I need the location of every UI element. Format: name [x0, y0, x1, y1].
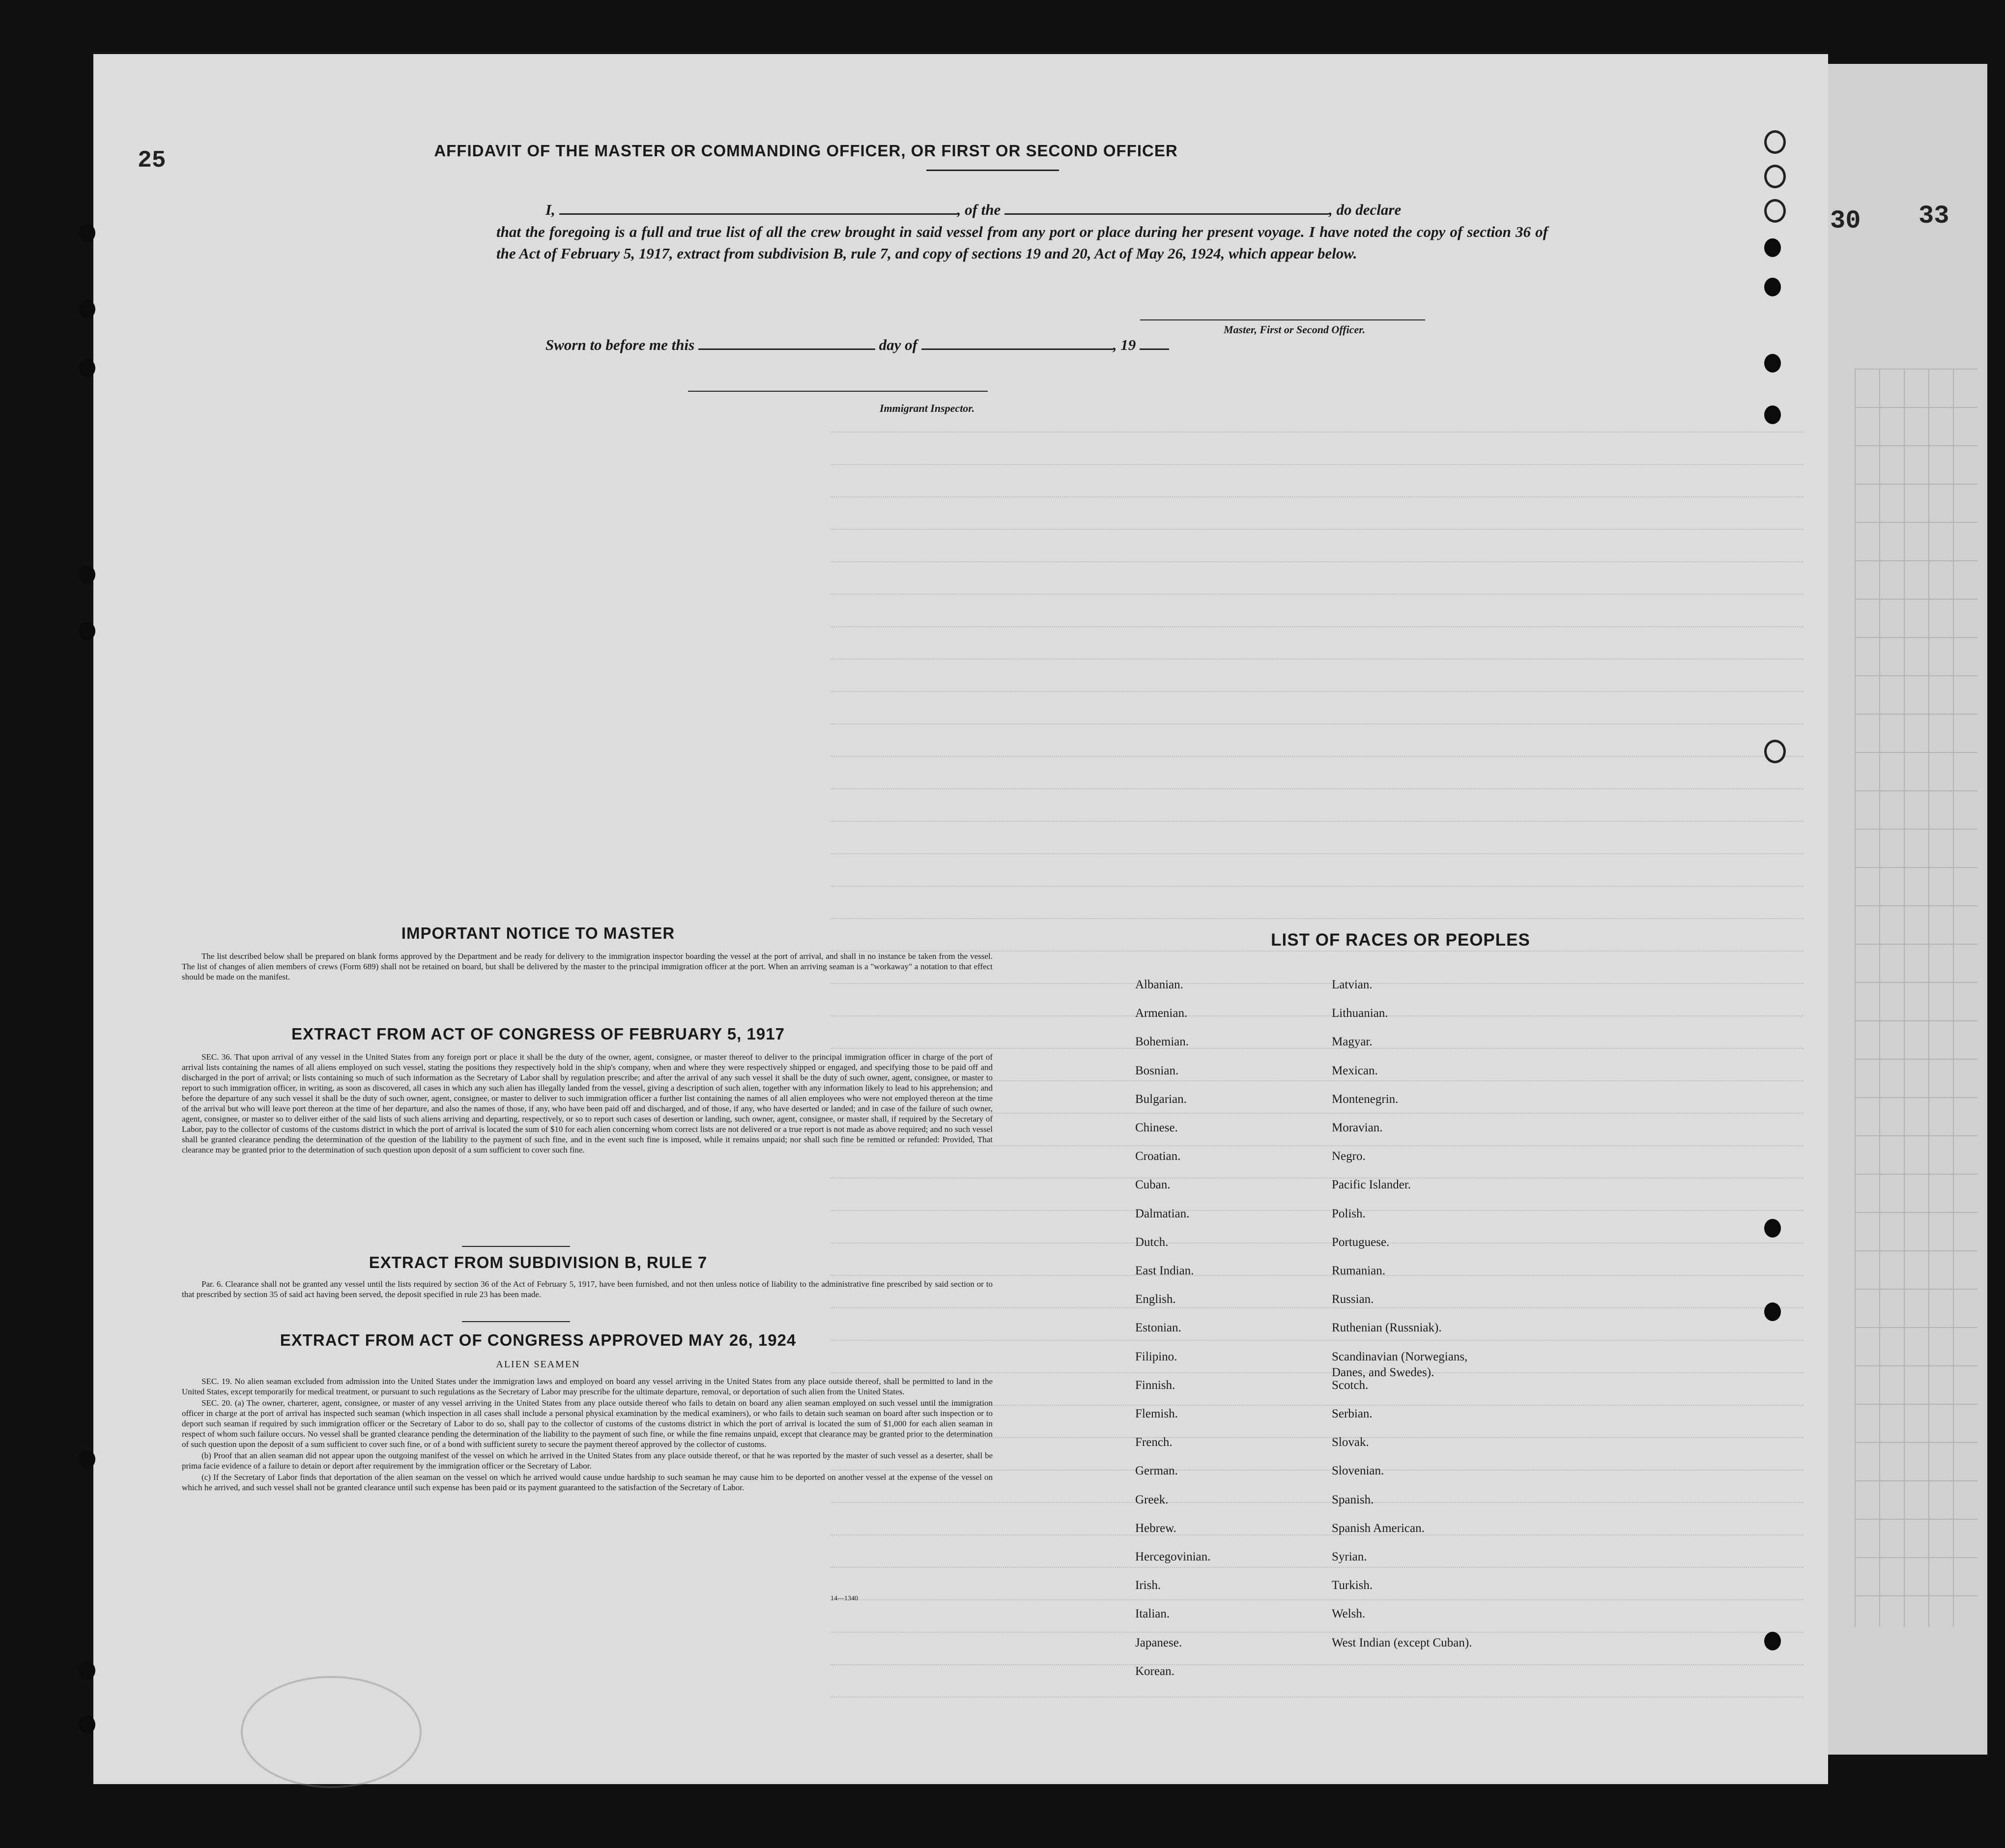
race-entry: Magyar. [1332, 1035, 1373, 1048]
declaration-i: I, [545, 201, 555, 218]
race-entry: Japanese. [1135, 1636, 1182, 1649]
section-divider [462, 1246, 570, 1247]
notice-paragraph: The list described below shall be prepared on blank forms approved by the Department and be ready for delivery to the immigration inspector boarding the vessel at the port of arrival, and shall in no instance be taken from the vessel. The list of changes of alien members of crews (Form 689) shall not be retained on board, but shall be delivered by the master to the principal immigration officer at the port. When an arriving seaman is a "workaway" a notation to that effect should be made on the manifest. [182, 952, 993, 982]
sworn-prefix: Sworn to before me this [545, 336, 695, 353]
bleed-through-row [831, 720, 1804, 724]
punch-hole [79, 1661, 95, 1680]
race-entry: Serbian. [1332, 1407, 1373, 1420]
race-entry: French. [1135, 1436, 1173, 1449]
race-entry: Spanish American. [1332, 1522, 1425, 1535]
race-entry: Mexican. [1332, 1064, 1378, 1077]
race-entry: West Indian (except Cuban). [1332, 1636, 1472, 1649]
race-entry: Croatian. [1135, 1150, 1181, 1163]
race-entry: Slovak. [1332, 1436, 1369, 1449]
race-entry: Scandinavian (Norwegians, [1332, 1350, 1468, 1363]
sec20c-paragraph: (c) If the Secretary of Labor finds that deportation of the alien seaman on the vessel on which he arrived would cause undue hardship to such seaman he may cause him to be deported on another vessel at the expense of the vessel on which he arrived, and such vessel shall not be granted clearance until such expense has been paid or its payment guaranteed to the satisfaction of the Secretary of Labor. [182, 1473, 993, 1492]
form-number: 14—1340 [831, 1595, 858, 1602]
bleed-through-row [831, 428, 1804, 433]
race-entry: Hercegovinian. [1135, 1550, 1211, 1563]
bleed-through-row [831, 687, 1804, 692]
bleed-through-row [831, 460, 1804, 465]
extract-1917-title: EXTRACT FROM ACT OF CONGRESS OF FEBRUARY 5, 1917 [291, 1025, 785, 1043]
extract-1924-text [182, 1376, 993, 1494]
sworn-day: day of [879, 336, 917, 353]
race-entry: Finnish. [1135, 1379, 1175, 1392]
race-entry: Slovenian. [1332, 1464, 1384, 1477]
back-sheet-number-b: 33 [1919, 202, 1949, 231]
inspector-label: Immigrant Inspector. [880, 402, 975, 414]
sec20a-paragraph: SEC. 20. (a) The owner, charterer, agent, consignee, or master of any vessel arriving in the United States from any place outside thereof who fails to detain on board any alien seaman employed on such vessel until the immigration officer in charge at the port of arrival has inspected such seaman (which inspection in all cases shall include a personal physical examination by the medical examiners), or who fails to detain such seaman on board after such inspection or to deport such seaman if required by such immigration officer or the Secretary of Labor to do so, shall pay to the collector of customs of the customs district in which the port of arrival is located the sum of $1,000 for each alien seaman in respect of whom such failure occurs. No vessel shall be granted clearance pending the determination of the liability to the payment of such fine, or while the fine remains unpaid, except that clearance may be granted prior to the determination of such question upon the deposit of a sum sufficient to cover such fine, or of a bond with sufficient surety to secure the payment thereof approved by the collector of customs. [182, 1398, 993, 1449]
back-sheet-number-a: 30 [1830, 206, 1861, 235]
affidavit-title: AFFIDAVIT OF THE MASTER OR COMMANDING OFFICER, OR FIRST OR SECOND OFFICER [434, 142, 1178, 160]
notice-text [182, 951, 993, 983]
extract-rule7-title: EXTRACT FROM SUBDIVISION B, RULE 7 [369, 1253, 708, 1271]
race-entry: Latvian. [1332, 978, 1373, 991]
underlying-sheet-grid [1855, 369, 1977, 1627]
bleed-through-row [831, 1563, 1804, 1568]
race-entry: Bohemian. [1135, 1035, 1189, 1048]
race-entry: Estonian. [1135, 1321, 1181, 1334]
bleed-through-row [831, 1595, 1804, 1600]
bleed-through-row [831, 1368, 1804, 1373]
bleed-through-row [831, 1303, 1804, 1308]
punch-hole [1764, 130, 1786, 154]
bleed-through-row [831, 1693, 1804, 1698]
vessel-blank[interactable] [1004, 202, 1329, 215]
par6-paragraph: Par. 6. Clearance shall not be granted any vessel until the lists required by section 36 of the Act of February 5, 1917, have been furnished, and not then unless notice of liability to the administrative fine prescribed by said section or to that prescribed by section 35 of said act having been served, the deposit specified in rule 23 has been made. [182, 1279, 993, 1299]
bleed-through-row [831, 1011, 1804, 1016]
punch-hole [1764, 165, 1786, 188]
race-entry: Scotch. [1332, 1379, 1369, 1392]
punch-hole [1764, 1302, 1781, 1321]
extract-1917-text [182, 1052, 993, 1156]
declaration-declare: , do declare [1329, 201, 1402, 218]
corner-mark: 25 [138, 147, 166, 174]
punch-hole [1764, 278, 1781, 296]
race-entry: Pacific Islander. [1332, 1178, 1411, 1191]
bleed-through-row [831, 557, 1804, 562]
race-entry: Flemish. [1135, 1407, 1178, 1420]
notice-title: IMPORTANT NOTICE TO MASTER [401, 924, 675, 942]
race-entry: Chinese. [1135, 1121, 1178, 1134]
manifest-page [93, 54, 1828, 1784]
bleed-through-row [831, 525, 1804, 530]
sworn-month-blank[interactable] [921, 338, 1113, 350]
extract-rule7-text [182, 1279, 993, 1300]
bleed-through-row [831, 622, 1804, 627]
bleed-through-row [831, 1044, 1804, 1049]
race-entry: Dalmatian. [1135, 1207, 1190, 1220]
race-entry: Bulgarian. [1135, 1093, 1187, 1106]
race-entry: Montenegrin. [1332, 1093, 1399, 1106]
bleed-through-row [831, 1239, 1804, 1243]
bleed-through-row [831, 849, 1804, 854]
bleed-through-row [831, 1660, 1804, 1665]
race-entry: Cuban. [1135, 1178, 1171, 1191]
race-entry: East Indian. [1135, 1264, 1194, 1277]
bleed-through-row [831, 1530, 1804, 1535]
affidavit-body: that the foregoing is a full and true list of all the crew brought in said vessel from any port or place during her present voyage. I have noted the copy of section 36 of the Act of February 5, 1917, extract from subdivision B, rule 7, and copy of sections 19 and 20, Act of May 26, 1924, which appear below. [496, 223, 1548, 262]
bleed-through-row [831, 1174, 1804, 1179]
race-entry: Danes, and Swedes). [1332, 1366, 1434, 1379]
bleed-through-row [831, 817, 1804, 822]
race-entry: Albanian. [1135, 978, 1183, 991]
punch-hole [1764, 405, 1781, 424]
race-entry: Moravian. [1332, 1121, 1383, 1134]
alien-seamen-subtitle: ALIEN SEAMEN [496, 1359, 580, 1370]
race-entry: Negro. [1332, 1150, 1366, 1163]
punch-hole [1764, 740, 1786, 763]
sworn-date-blank[interactable] [698, 338, 875, 350]
punch-hole [1764, 354, 1781, 373]
punch-hole [79, 300, 95, 318]
sworn-year: , 19 [1113, 336, 1136, 353]
race-entry: Filipino. [1135, 1350, 1177, 1363]
signature-label: Master, First or Second Officer. [1224, 323, 1366, 336]
race-entry: Russian. [1332, 1293, 1374, 1306]
race-entry: Hebrew. [1135, 1522, 1176, 1535]
bleed-through-row [831, 784, 1804, 789]
declaration-of-the: , of the [957, 201, 1001, 218]
race-entry: Italian. [1135, 1607, 1170, 1620]
race-entry: Bosnian. [1135, 1064, 1179, 1077]
bleed-through-row [831, 914, 1804, 919]
declaration-line [545, 199, 1548, 221]
extract-1924-title: EXTRACT FROM ACT OF CONGRESS APPROVED MAY 26, 1924 [280, 1331, 797, 1349]
title-underline [926, 170, 1059, 171]
race-entry: Ruthenian (Russniak). [1332, 1321, 1442, 1334]
punch-hole [1764, 238, 1781, 257]
inspector-signature-line[interactable] [688, 391, 988, 392]
punch-hole [79, 1450, 95, 1469]
race-entry: Lithuanian. [1332, 1007, 1388, 1020]
bleed-through-row [831, 752, 1804, 757]
race-entry: Welsh. [1332, 1607, 1366, 1620]
punch-hole [1764, 199, 1786, 223]
race-entry: Greek. [1135, 1493, 1169, 1506]
race-entry: Armenian. [1135, 1007, 1188, 1020]
punch-hole [1764, 1219, 1781, 1238]
race-entry: German. [1135, 1464, 1178, 1477]
race-entry: Rumanian. [1332, 1264, 1386, 1277]
bleed-through-row [831, 1628, 1804, 1633]
bleed-through-rows [93, 54, 1828, 1784]
races-title: LIST OF RACES OR PEOPLES [1271, 930, 1530, 950]
sec36-paragraph: SEC. 36. That upon arrival of any vessel in the United States from any foreign port or place it shall be the duty of the owner, agent, consignee, or master thereof to deliver to the principal immigration officer in charge of the port of arrival lists containing the names of all aliens employed on such vessel, stating the positions they respectively hold in the ship's company, when and where they were respectively shipped or engaged, and specifying those to be paid off and discharged in the port of arrival; or lists containing so much of such information as the Secretary of Labor shall by regulation prescribe; and after the arrival of any such vessel it shall be the duty of such owner, agent, consignee, or master to report to such immigration officer, in writing, as soon as discovered, all cases in which any such alien has illegally landed from the vessel, giving a description of such alien, together with any information likely to lead to his apprehension; and before the departure of any such vessel it shall be the duty of such owner, agent, consignee, or master to deliver to such immigration officer a further list containing the names of all alien employees who were not employed thereon at the time of the arrival but who will leave port thereon at the time of her departure, and also the names of those, if any, who have been paid off and discharged, and of those, if any, who have deserted or landed; and in case of the failure of such owner, agent, consignee, or master so to deliver either of the said lists of such aliens arriving and departing, respectively, or so to report such cases of desertion or landing, such owner, agent, consignee, or master shall, if required by the Secretary of Labor, pay to the collector of customs of the customs district in which the port of arrival is located the sum of $10 for each alien concerning whom correct lists are not delivered or a true report is not made as above required; and no such vessel shall be granted clearance pending the determination of the question of the liability to the payment of such fine, and in the event such fine is imposed, while it remains unpaid; nor shall such fine be remitted or refunded: Provided, That clearance may be granted prior to the determination of such question upon deposit of a sum sufficient to cover such fine. [182, 1052, 993, 1155]
punch-hole [79, 565, 95, 584]
punch-hole [1764, 1632, 1781, 1650]
race-entry: Polish. [1332, 1207, 1366, 1220]
punch-hole [79, 359, 95, 377]
bleed-through-row [831, 1206, 1804, 1211]
bleed-through-row [831, 1498, 1804, 1503]
bleed-through-row [831, 655, 1804, 660]
race-entry: Spanish. [1332, 1493, 1374, 1506]
bleed-through-row [831, 492, 1804, 497]
faded-seal-stamp [241, 1676, 422, 1788]
punch-hole [79, 224, 95, 242]
name-blank[interactable] [559, 202, 957, 215]
signature-line[interactable] [1140, 319, 1425, 320]
race-entry: Turkish. [1332, 1579, 1373, 1592]
race-entry: English. [1135, 1293, 1176, 1306]
bleed-through-row [831, 1271, 1804, 1276]
punch-hole [79, 622, 95, 640]
sec20b-paragraph: (b) Proof that an alien seaman did not appear upon the outgoing manifest of the vessel on which he arrived in the United States from any place outside thereof, or that he was reported by the master of such vessel as a deserter, shall be prima facie evidence of a failure to detain or deport after requirement by the immigration officer or the Secretary of Labor. [182, 1451, 993, 1471]
sworn-line [545, 334, 1169, 356]
race-entry: Syrian. [1332, 1550, 1367, 1563]
race-entry: Irish. [1135, 1579, 1161, 1592]
race-entry: Dutch. [1135, 1236, 1169, 1249]
race-entry: Korean. [1135, 1665, 1174, 1678]
sec19-paragraph: SEC. 19. No alien seaman excluded from admission into the United States under the immigration laws and employed on board any vessel arriving in the United States from any place outside thereof, shall be permitted to land in the United States, except temporarily for medical treatment, or pursuant to such regulations as the Secretary of Labor may prescribe for the ultimate departure, removal, or deportation of such alien from the United States. [182, 1377, 993, 1396]
bleed-through-row [831, 882, 1804, 887]
section-divider [462, 1321, 570, 1322]
sworn-year-blank[interactable] [1140, 338, 1169, 350]
race-entry: Portuguese. [1332, 1236, 1390, 1249]
punch-hole [79, 1715, 95, 1734]
bleed-through-row [831, 590, 1804, 595]
bleed-through-row [831, 1336, 1804, 1341]
